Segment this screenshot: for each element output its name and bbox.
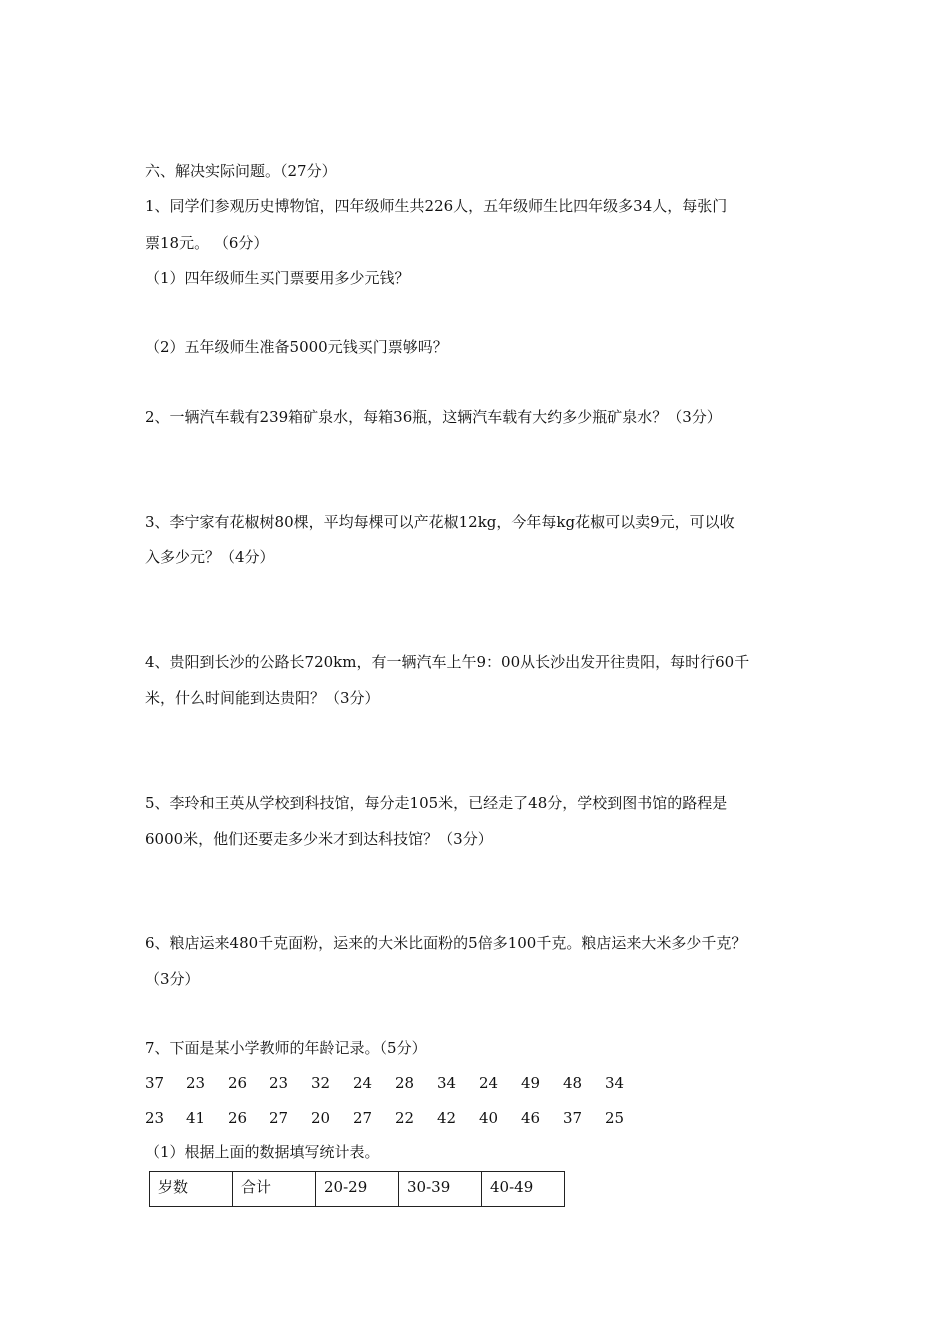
q3-text-line1: 3、李宁家有花椒树80棵，平均每棵可以产花椒12kg，今年每kg花椒可以卖9元，可以收 xyxy=(145,513,735,531)
age-value: 34 xyxy=(605,1074,625,1092)
q7-text-line1: 7、下面是某小学教师的年龄记录。（5分） xyxy=(145,1039,427,1057)
q5-text-line1: 5、李玲和王英从学校到科技馆，每分走105米，已经走了48分，学校到图书馆的路程是 xyxy=(145,794,728,812)
table-header-cell: 40-49 xyxy=(482,1172,565,1207)
q4-text-line1: 4、贵阳到长沙的公路长720km，有一辆汽车上午9：00从长沙出发开往贵阳，每时行60千 xyxy=(145,653,750,671)
age-value: 42 xyxy=(437,1109,457,1127)
q6-text-line2: （3分） xyxy=(145,970,200,988)
age-value: 40 xyxy=(479,1109,499,1127)
q1-subquestion-2: （2）五年级师生准备5000元钱买门票够吗？ xyxy=(145,338,448,356)
age-value: 23 xyxy=(269,1074,289,1092)
table-header-cell: 合计 xyxy=(233,1172,316,1207)
age-value: 27 xyxy=(269,1109,289,1127)
table-header-cell: 30-39 xyxy=(399,1172,482,1207)
age-value: 22 xyxy=(395,1109,415,1127)
age-value: 24 xyxy=(353,1074,373,1092)
age-value: 20 xyxy=(311,1109,331,1127)
age-value: 26 xyxy=(228,1074,248,1092)
age-value: 48 xyxy=(563,1074,583,1092)
age-value: 26 xyxy=(228,1109,248,1127)
age-value: 49 xyxy=(521,1074,541,1092)
q1-text-line1: 1、同学们参观历史博物馆，四年级师生共226人，五年级师生比四年级多34人，每张门 xyxy=(145,197,728,215)
age-value: 32 xyxy=(311,1074,331,1092)
age-value: 41 xyxy=(186,1109,206,1127)
table-header-cell: 20-29 xyxy=(316,1172,399,1207)
section-heading: 六、解决实际问题。（27分） xyxy=(145,162,337,180)
age-statistics-table xyxy=(149,1171,565,1207)
age-value: 25 xyxy=(605,1109,625,1127)
q1-subquestion-1: （1）四年级师生买门票要用多少元钱？ xyxy=(145,269,410,287)
q2-text-line1: 2、一辆汽车载有239箱矿泉水，每箱36瓶，这辆汽车载有大约多少瓶矿泉水？（3分） xyxy=(145,408,722,426)
q3-text-line2: 入多少元？（4分） xyxy=(145,548,275,566)
q7-subquestion-1: （1）根据上面的数据填写统计表。 xyxy=(145,1143,380,1161)
age-value: 23 xyxy=(145,1109,165,1127)
q5-text-line2: 6000米，他们还要走多少米才到达科技馆？（3分） xyxy=(145,830,493,848)
age-value: 34 xyxy=(437,1074,457,1092)
age-value: 24 xyxy=(479,1074,499,1092)
table-row xyxy=(150,1172,565,1207)
age-value: 37 xyxy=(563,1109,583,1127)
q6-text-line1: 6、粮店运来480千克面粉，运来的大米比面粉的5倍多100千克。粮店运来大米多少千克？ xyxy=(145,934,747,952)
age-value: 37 xyxy=(145,1074,165,1092)
age-value: 23 xyxy=(186,1074,206,1092)
q1-text-line2: 票18元。 （6分） xyxy=(145,234,269,252)
table-header-cell: 岁数 xyxy=(150,1172,233,1207)
q4-text-line2: 米，什么时间能到达贵阳？（3分） xyxy=(145,689,380,707)
age-value: 27 xyxy=(353,1109,373,1127)
age-value: 28 xyxy=(395,1074,415,1092)
age-value: 46 xyxy=(521,1109,541,1127)
